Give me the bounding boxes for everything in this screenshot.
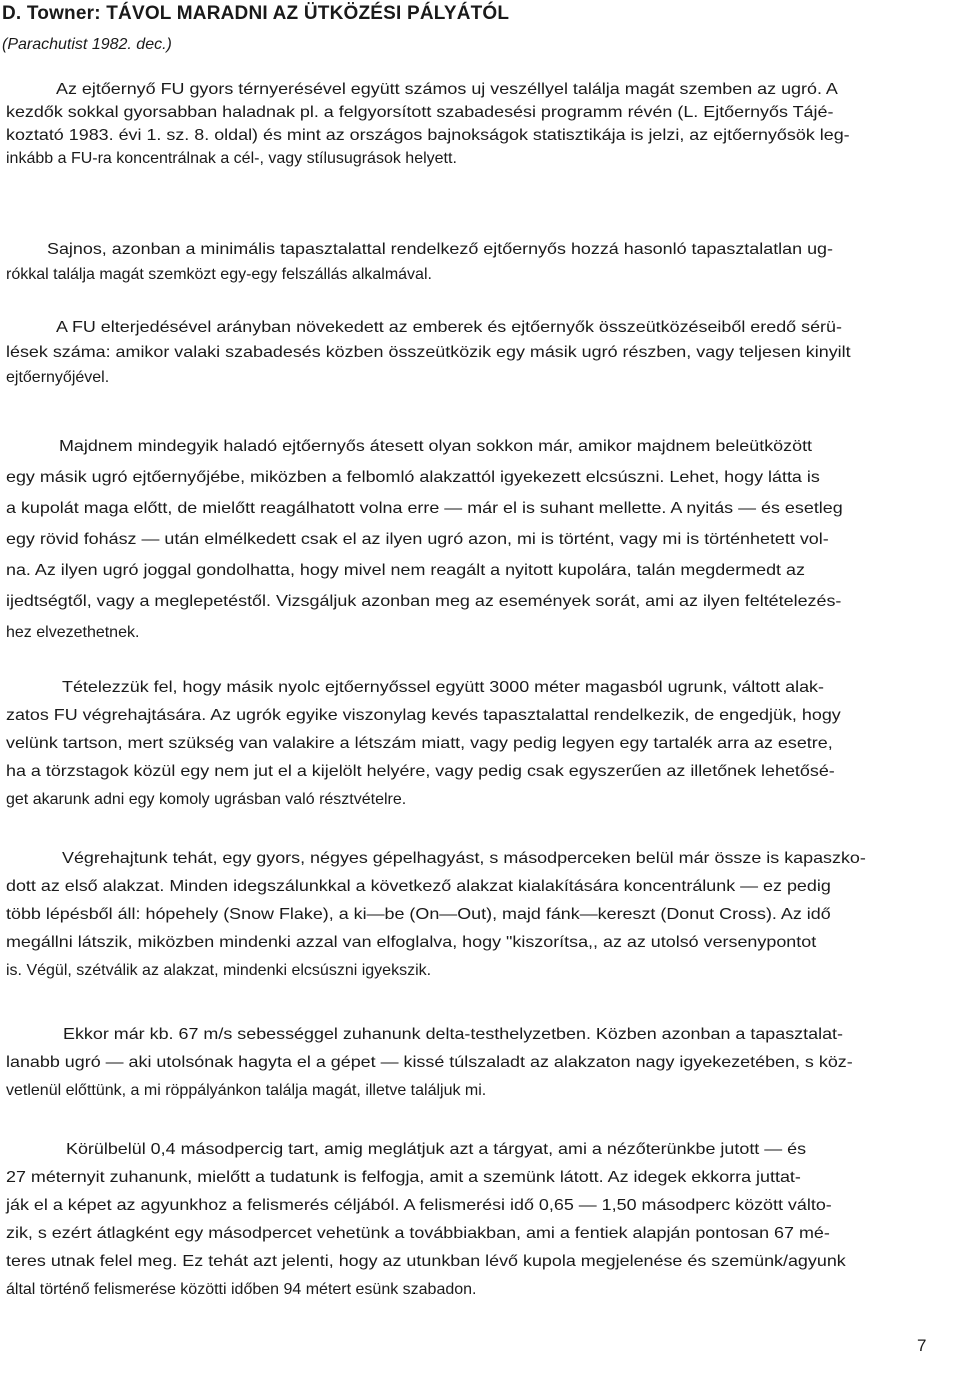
text-line: Körülbelül 0,4 másodpercig tart, amig meglátjuk azt a tárgyat, ami a nézőterünkbe jutott — és xyxy=(66,1141,807,1158)
text-line: koztató 1983. évi 1. sz. 8. oldal) és mint az országos bajnokságok statisztikája is jelzi, az ejtőernyősök leg- xyxy=(6,127,850,144)
text-line: zik, s ezért átlagként egy másodpercet vehetünk a továbbiakban, ami a fentiek alapján pontosan 67 mé- xyxy=(6,1225,830,1242)
text-line: inkább a FU-ra koncentrálnak a cél-, vagy stílusugrások helyett. xyxy=(6,150,457,167)
text-line: ják el a képet az agyunkhoz a felismerés céljából. A felismerési idő 0,65 — 1,50 másodperc között válto- xyxy=(6,1197,832,1214)
text-line: Sajnos, azonban a minimális tapasztalattal rendelkező ejtőernyős hozzá hasonló tapasztalatlan ug- xyxy=(47,241,833,258)
text-line: Majdnem mindegyik haladó ejtőernyős átesett olyan sokkon már, amikor majdnem beleütközött xyxy=(59,438,813,455)
text-line: is. Végül, szétválik az alakzat, mindenki elcsúszni igyekszik. xyxy=(6,962,432,979)
text-line: lések száma: amikor valaki szabadesés közben összeütközik egy másik ugró részben, vagy teljesen kinyilt xyxy=(6,344,851,361)
page-number: 7 xyxy=(917,1336,927,1355)
text-line: 27 méternyit zuhanunk, mielőtt a tudatunk is felfogja, amit a szemünk látott. Az idegek ekkorra juttat- xyxy=(6,1169,801,1186)
text-line: teres utnak felel meg. Ez tehát azt jelenti, hogy az utunkban lévő kupola megjelenése és szemünk/agyunk xyxy=(6,1253,846,1270)
text-line: zatos FU végrehajtására. Az ugrók egyike viszonylag kevés tapasztalattal rendelkezik, de engedjük, hogy xyxy=(6,707,841,724)
text-line: hez elvezethetnek. xyxy=(6,624,140,641)
text-line: velünk tartson, mert szükség van valakire a létszám miatt, vagy pedig legyen egy tartalék arra az esetre, xyxy=(6,735,833,752)
text-line: a kupolát maga előtt, de mielőtt reagálhatott volna erre — már el is suhant mellette. A nyitás — és esetleg xyxy=(6,500,843,517)
text-line: megállni látszik, miközben mindenki azzal van elfoglalva, hogy "kiszorítsa,, az az utolsó versenypontot xyxy=(6,934,817,951)
text-line: által történő felismerése közötti időben 94 métert esünk szabadon. xyxy=(6,1281,477,1298)
text-line: vetlenül előttünk, a mi röppályánkon találja magát, illetve találjuk mi. xyxy=(6,1082,487,1099)
text-line: get akarunk adni egy komoly ugrásban való résztvételre. xyxy=(6,791,407,808)
text-line: ha a törzstagok közül egy nem jut el a kijelölt helyére, vagy pedig csak egyszerűen az illetőnek lehetősé- xyxy=(6,763,835,780)
text-line: kezdők sokkal gyorsabban haladnak pl. a felgyorsított szabadesési programm révén (L. Ejtőernyős Tájé- xyxy=(6,104,834,121)
text-line: A FU elterjedésével arányban növekedett az emberek és ejtőernyők összeütközéseiből eredő sérü- xyxy=(56,319,842,336)
text-line: Végrehajtunk tehát, egy gyors, négyes gépelhagyást, s másodperceken belül már össze is kapaszko- xyxy=(62,850,866,867)
text-line: egy másik ugró ejtőernyőjébe, miközben a felbomló alakzattól igyekezett elcsúszni. Lehet, hogy látta is xyxy=(6,469,820,486)
text-line: Az ejtőernyő FU gyors térnyerésével együtt számos uj veszéllyel találja magát szemben az ugró. A xyxy=(56,81,838,98)
text-line: ejtőernyőjével. xyxy=(6,369,110,386)
text-line: dott az első alakzat. Minden idegszálunkkal a következő alakzat kialakítására koncentrálunk — ez pedig xyxy=(6,878,831,895)
document-title: D. Towner: TÁVOL MARADNI AZ ÜTKÖZÉSI PÁLYÁTÓL xyxy=(2,3,510,24)
text-line: több lépésből áll: hópehely (Snow Flake), a ki—be (On—Out), majd fánk—kereszt (Donut Cross). Az idő xyxy=(6,906,831,923)
text-line: lanabb ugró — aki utolsónak hagyta el a gépet — kissé túlszaladt az alakzaton nagy igyekezetében, s köz- xyxy=(6,1054,853,1071)
text-line: rókkal találja magát szemközt egy-egy felszállás alkalmával. xyxy=(6,266,432,283)
text-line: ijedtségtől, vagy a meglepetéstől. Vizsgáljuk azonban meg az események sorát, ami az ilyen feltételezés- xyxy=(6,593,842,610)
text-line: na. Az ilyen ugró joggal gondolhatta, hogy mivel nem reagált a nyitott kupolára, talán megdermedt az xyxy=(6,562,805,579)
text-line: Tételezzük fel, hogy másik nyolc ejtőernyőssel együtt 3000 méter magasból ugrunk, váltott alak- xyxy=(62,679,824,696)
document-subtitle: (Parachutist 1982. dec.) xyxy=(2,36,172,53)
text-line: Ekkor már kb. 67 m/s sebességgel zuhanunk delta-testhelyzetben. Közben azonban a tapasztalat- xyxy=(63,1026,843,1043)
text-line: egy rövid fohász — után elmélkedett csak el az ilyen ugró azon, mi is történt, vagy mi is történhetett vol- xyxy=(6,531,829,548)
